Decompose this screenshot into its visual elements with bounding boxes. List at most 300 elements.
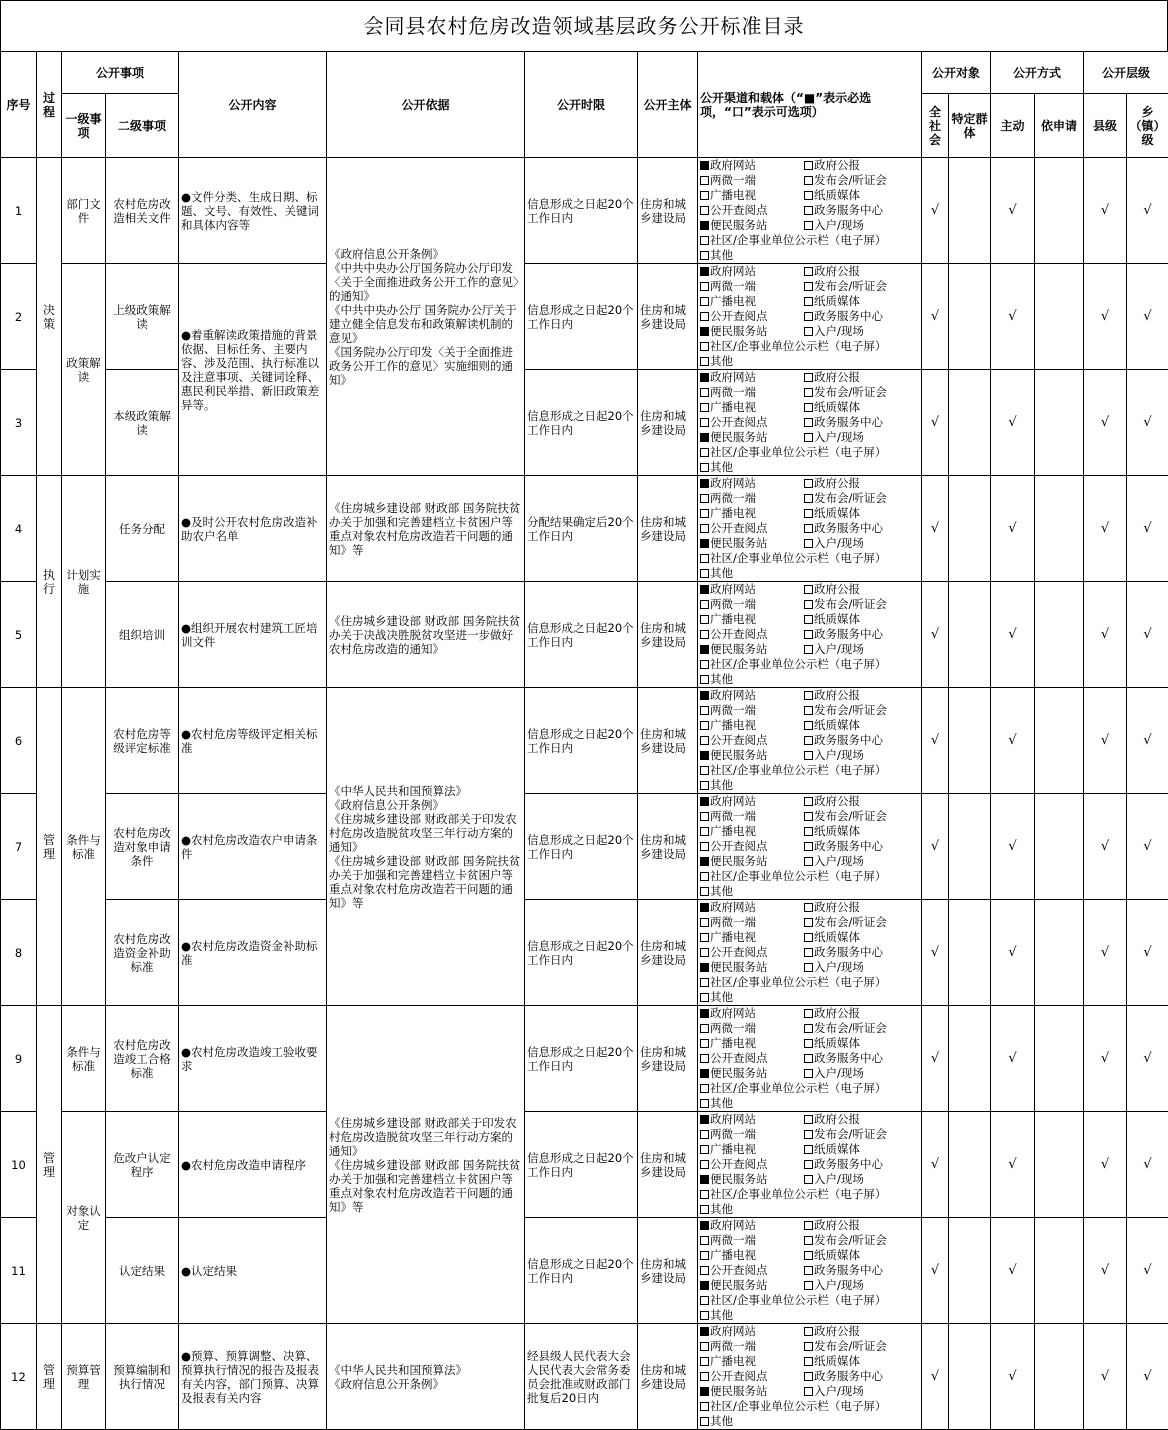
table-row	[1, 582, 1168, 688]
mark-apply	[1035, 794, 1084, 900]
channel-label: 两微一端	[710, 491, 756, 505]
mark-town: √	[1127, 900, 1168, 1006]
channel-option	[804, 1021, 919, 1036]
channel-label: 其他	[710, 566, 733, 580]
content-cell: ●农村危房改造农户申请条件	[179, 794, 327, 900]
table-row	[1, 1218, 1168, 1324]
channel-option	[804, 1051, 919, 1066]
empty-box-icon	[700, 509, 709, 518]
empty-box-icon	[700, 887, 709, 896]
channel-label: 发布会/听证会	[814, 703, 887, 717]
checked-box-icon	[700, 963, 709, 972]
channel-label: 政府公报	[814, 688, 860, 702]
channel-option	[700, 248, 919, 263]
table-row	[1, 1324, 1168, 1430]
content-cell: ●预算、预算调整、决算、预算执行情况的报告及报表有关内容，部门预算、决算及报表有关内容	[179, 1324, 327, 1430]
empty-box-icon	[804, 1160, 813, 1169]
empty-box-icon	[700, 706, 709, 715]
subject-cell: 住房和城乡建设局	[638, 582, 698, 688]
channel-option	[700, 1096, 919, 1111]
time-cell: 信息形成之日起20个工作日内	[525, 264, 638, 370]
checked-box-icon	[700, 221, 709, 230]
channel-cell	[698, 688, 922, 794]
empty-box-icon	[804, 221, 813, 230]
channel-option	[804, 1157, 919, 1172]
row-seq: 9	[1, 1006, 37, 1112]
mark-town: √	[1127, 1218, 1168, 1324]
level2-cell: 认定结果	[106, 1218, 179, 1324]
empty-box-icon	[804, 1387, 813, 1396]
channel-option	[700, 688, 804, 703]
channel-label: 公开查阅点	[710, 1369, 768, 1383]
mark-active: √	[991, 1006, 1035, 1112]
channel-label: 公开查阅点	[710, 945, 768, 959]
mark-town: √	[1127, 264, 1168, 370]
channel-option	[700, 763, 919, 778]
empty-box-icon	[700, 1084, 709, 1093]
channel-label: 社区/企事业单位公示栏（电子屏）	[710, 445, 886, 459]
content-cell: ●农村危房改造申请程序	[179, 1112, 327, 1218]
empty-box-icon	[700, 1054, 709, 1063]
empty-box-icon	[700, 660, 709, 669]
header-apply: 依申请	[1035, 94, 1084, 158]
mark-apply	[1035, 1324, 1084, 1430]
channel-label: 社区/企事业单位公示栏（电子屏）	[710, 763, 886, 777]
empty-box-icon	[804, 373, 813, 382]
channel-label: 便民服务站	[710, 430, 768, 444]
channel-option	[804, 218, 919, 233]
empty-box-icon	[700, 312, 709, 321]
channel-option	[700, 839, 804, 854]
empty-box-icon	[700, 1311, 709, 1320]
subject-cell: 住房和城乡建设局	[638, 1324, 698, 1430]
mark-town: √	[1127, 1112, 1168, 1218]
empty-box-icon	[700, 675, 709, 684]
channel-label: 两微一端	[710, 1339, 756, 1353]
mark-town: √	[1127, 1006, 1168, 1112]
channel-option	[700, 536, 804, 551]
table-row	[1, 688, 1168, 794]
empty-box-icon	[700, 554, 709, 563]
channel-label: 公开查阅点	[710, 627, 768, 641]
channel-option	[700, 445, 919, 460]
checked-box-icon	[700, 751, 709, 760]
channel-label: 两微一端	[710, 385, 756, 399]
empty-box-icon	[700, 1160, 709, 1169]
channel-label: 广播电视	[710, 506, 756, 520]
mark-town: √	[1127, 582, 1168, 688]
empty-box-icon	[700, 600, 709, 609]
empty-box-icon	[804, 433, 813, 442]
channel-label: 政府网站	[710, 476, 756, 490]
channel-label: 社区/企事业单位公示栏（电子屏）	[710, 975, 886, 989]
channel-label: 便民服务站	[710, 218, 768, 232]
level1-cell: 预算管理	[62, 1324, 106, 1430]
time-cell: 信息形成之日起20个工作日内	[525, 582, 638, 688]
channel-option	[700, 1112, 804, 1127]
channel-label: 政府网站	[710, 1218, 756, 1232]
header-all: 全社会	[922, 94, 949, 158]
empty-box-icon	[700, 388, 709, 397]
mark-county: √	[1084, 1112, 1127, 1218]
channel-label: 两微一端	[710, 809, 756, 823]
channel-list	[700, 1112, 919, 1217]
mark-county: √	[1084, 1218, 1127, 1324]
channel-option	[804, 1218, 919, 1233]
channel-option	[700, 582, 804, 597]
channel-label: 纸质媒体	[814, 188, 860, 202]
channel-option	[804, 900, 919, 915]
channel-option	[804, 506, 919, 521]
channel-option	[700, 597, 804, 612]
channel-label: 广播电视	[710, 188, 756, 202]
catalog-table	[0, 51, 1168, 1430]
empty-box-icon	[700, 1236, 709, 1245]
channel-option	[700, 218, 804, 233]
table-row	[1, 1006, 1168, 1112]
channel-label: 其他	[710, 1308, 733, 1322]
channel-label: 便民服务站	[710, 1384, 768, 1398]
mark-specific-group	[949, 1218, 991, 1324]
channel-option	[804, 824, 919, 839]
channel-label: 入户/现场	[814, 1066, 864, 1080]
mark-all-society: √	[922, 476, 949, 582]
empty-box-icon	[804, 736, 813, 745]
mark-active: √	[991, 1112, 1035, 1218]
header-county: 县级	[1084, 94, 1127, 158]
process-cell: 管理	[37, 1006, 62, 1324]
channel-label: 广播电视	[710, 930, 756, 944]
mark-specific-group	[949, 688, 991, 794]
mark-apply	[1035, 158, 1084, 264]
channel-option	[700, 945, 804, 960]
channel-option	[700, 188, 804, 203]
channel-label: 发布会/听证会	[814, 1127, 887, 1141]
channel-option	[700, 551, 919, 566]
empty-box-icon	[804, 1024, 813, 1033]
empty-box-icon	[700, 494, 709, 503]
empty-box-icon	[700, 1024, 709, 1033]
row-seq: 4	[1, 476, 37, 582]
channel-label: 入户/现场	[814, 1384, 864, 1398]
channel-label: 政务服务中心	[814, 203, 883, 217]
mark-apply	[1035, 1006, 1084, 1112]
mark-all-society: √	[922, 370, 949, 476]
channel-label: 公开查阅点	[710, 521, 768, 535]
empty-box-icon	[804, 403, 813, 412]
channel-option	[700, 294, 804, 309]
channel-option	[700, 1218, 804, 1233]
row-seq: 7	[1, 794, 37, 900]
empty-box-icon	[804, 161, 813, 170]
channel-label: 入户/现场	[814, 854, 864, 868]
mark-town: √	[1127, 794, 1168, 900]
mark-all-society: √	[922, 1218, 949, 1324]
time-cell: 信息形成之日起20个工作日内	[525, 1112, 638, 1218]
channel-option	[804, 1263, 919, 1278]
header-time: 公开时限	[525, 52, 638, 158]
channel-label: 纸质媒体	[814, 1142, 860, 1156]
checked-box-icon	[700, 1175, 709, 1184]
channel-option	[700, 324, 804, 339]
empty-box-icon	[804, 509, 813, 518]
empty-box-icon	[700, 1357, 709, 1366]
row-seq: 6	[1, 688, 37, 794]
empty-box-icon	[700, 948, 709, 957]
channel-label: 政府公报	[814, 900, 860, 914]
channel-option	[804, 809, 919, 824]
channel-label: 其他	[710, 1096, 733, 1110]
channel-label: 便民服务站	[710, 1278, 768, 1292]
channel-label: 政务服务中心	[814, 733, 883, 747]
empty-box-icon	[804, 539, 813, 548]
header-basis: 公开依据	[327, 52, 525, 158]
empty-box-icon	[804, 388, 813, 397]
mark-specific-group	[949, 1112, 991, 1218]
empty-box-icon	[804, 1372, 813, 1381]
content-cell: ●认定结果	[179, 1218, 327, 1324]
channel-option	[804, 1324, 919, 1339]
empty-box-icon	[700, 978, 709, 987]
empty-box-icon	[700, 524, 709, 533]
channel-label: 社区/企事业单位公示栏（电子屏）	[710, 657, 886, 671]
empty-box-icon	[804, 267, 813, 276]
channel-option	[700, 930, 804, 945]
table-row	[1, 794, 1168, 900]
channel-label: 政府网站	[710, 900, 756, 914]
time-cell: 经县级人民代表大会人民代表大会常务委员会批准或财政部门批复后20日内	[525, 1324, 638, 1430]
channel-option	[700, 506, 804, 521]
row-seq: 8	[1, 900, 37, 1006]
channel-option	[700, 718, 804, 733]
empty-box-icon	[804, 933, 813, 942]
channel-label: 两微一端	[710, 1127, 756, 1141]
channel-option	[700, 1414, 919, 1429]
empty-box-icon	[804, 1266, 813, 1275]
channel-option	[700, 869, 919, 884]
time-cell: 信息形成之日起20个工作日内	[525, 1006, 638, 1112]
content-cell: ●着重解读政策措施的背景依据、目标任务、主要内容、涉及范围、执行标准以及注意事项、关键词诠释、惠民利民举措、新旧政策差异等。	[179, 264, 327, 476]
empty-box-icon	[804, 1281, 813, 1290]
channel-option	[700, 1081, 919, 1096]
empty-box-icon	[804, 418, 813, 427]
channel-label: 入户/现场	[814, 642, 864, 656]
channel-label: 政府网站	[710, 158, 756, 172]
channel-label: 政务服务中心	[814, 945, 883, 959]
channel-option	[700, 778, 919, 793]
channel-list	[700, 582, 919, 687]
empty-box-icon	[804, 645, 813, 654]
empty-box-icon	[700, 1342, 709, 1351]
channel-option	[700, 960, 804, 975]
channel-label: 发布会/听证会	[814, 1233, 887, 1247]
channel-option	[700, 1187, 919, 1202]
level2-cell: 农村危房改造对象申请条件	[106, 794, 179, 900]
mark-county: √	[1084, 794, 1127, 900]
channel-option	[700, 884, 919, 899]
channel-label: 纸质媒体	[814, 1248, 860, 1262]
header-seq: 序号	[1, 52, 37, 158]
basis-cell: 《中华人民共和国预算法》 《政府信息公开条例》	[327, 1324, 525, 1430]
channel-option	[804, 1339, 919, 1354]
mark-apply	[1035, 582, 1084, 688]
header-level2: 二级事项	[106, 94, 179, 158]
header-level: 公开层级	[1084, 52, 1168, 94]
mark-all-society: √	[922, 1006, 949, 1112]
channel-option	[700, 203, 804, 218]
time-cell: 信息形成之日起20个工作日内	[525, 900, 638, 1006]
channel-option	[700, 1066, 804, 1081]
channel-option	[804, 854, 919, 869]
mark-apply	[1035, 370, 1084, 476]
channel-label: 政府公报	[814, 794, 860, 808]
channel-label: 社区/企事业单位公示栏（电子屏）	[710, 1081, 886, 1095]
subject-cell: 住房和城乡建设局	[638, 158, 698, 264]
channel-option	[700, 339, 919, 354]
channel-label: 发布会/听证会	[814, 915, 887, 929]
mark-specific-group	[949, 158, 991, 264]
channel-cell	[698, 158, 922, 264]
channel-label: 发布会/听证会	[814, 385, 887, 399]
channel-label: 公开查阅点	[710, 1263, 768, 1277]
channel-label: 政务服务中心	[814, 415, 883, 429]
empty-box-icon	[804, 1251, 813, 1260]
mark-active: √	[991, 1218, 1035, 1324]
channel-list	[700, 264, 919, 369]
empty-box-icon	[804, 1069, 813, 1078]
empty-box-icon	[804, 282, 813, 291]
header-process: 过程	[37, 52, 62, 158]
channel-label: 政府网站	[710, 1006, 756, 1020]
checked-box-icon	[700, 1327, 709, 1336]
channel-label: 社区/企事业单位公示栏（电子屏）	[710, 233, 886, 247]
empty-box-icon	[804, 842, 813, 851]
channel-option	[700, 415, 804, 430]
channel-label: 入户/现场	[814, 218, 864, 232]
channel-label: 纸质媒体	[814, 400, 860, 414]
channel-cell	[698, 794, 922, 900]
channel-option	[700, 1248, 804, 1263]
channel-option	[804, 173, 919, 188]
channel-option	[700, 733, 804, 748]
mark-all-society: √	[922, 1112, 949, 1218]
header-subject: 公开主体	[638, 52, 698, 158]
empty-box-icon	[804, 524, 813, 533]
header-specific: 特定群体	[949, 94, 991, 158]
empty-box-icon	[700, 206, 709, 215]
basis-cell: 《中华人民共和国预算法》 《政府信息公开条例》 《住房城乡建设部 财政部关于印发农村危房改造脱贫攻坚三年行动方案的通知》 《住房城乡建设部 财政部 国务院扶贫办关于加强和完善建档立卡贫困户等重点对象农村危房改造若干问题的通知》等	[327, 688, 525, 1006]
channel-option	[700, 566, 919, 581]
channel-label: 两微一端	[710, 915, 756, 929]
channel-label: 政务服务中心	[814, 839, 883, 853]
channel-option	[804, 324, 919, 339]
channel-label: 便民服务站	[710, 536, 768, 550]
empty-box-icon	[804, 1115, 813, 1124]
row-seq: 2	[1, 264, 37, 370]
checked-box-icon	[700, 645, 709, 654]
empty-box-icon	[700, 615, 709, 624]
empty-box-icon	[700, 1417, 709, 1426]
channel-cell	[698, 1006, 922, 1112]
channel-label: 广播电视	[710, 1036, 756, 1050]
header-town: 乡（镇）级	[1127, 94, 1168, 158]
channel-option	[700, 1263, 804, 1278]
channel-label: 纸质媒体	[814, 824, 860, 838]
channel-cell	[698, 1112, 922, 1218]
channel-label: 便民服务站	[710, 1172, 768, 1186]
channel-label: 发布会/听证会	[814, 1021, 887, 1035]
channel-option	[700, 642, 804, 657]
channel-label: 发布会/听证会	[814, 809, 887, 823]
channel-option	[700, 854, 804, 869]
channel-option	[700, 1308, 919, 1323]
empty-box-icon	[804, 1145, 813, 1154]
empty-box-icon	[700, 297, 709, 306]
empty-box-icon	[804, 191, 813, 200]
row-seq: 5	[1, 582, 37, 688]
channel-option	[804, 294, 919, 309]
empty-box-icon	[700, 251, 709, 260]
empty-box-icon	[700, 1266, 709, 1275]
channel-label: 入户/现场	[814, 748, 864, 762]
empty-box-icon	[804, 948, 813, 957]
channel-option	[804, 1127, 919, 1142]
basis-cell: 《政府信息公开条例》 《中共中央办公厅国务院办公厅印发〈关于全面推进政务公开工作的意见〉的通知》 《中共中央办公厅 国务院办公厅关于建立健全信息发布和政策解读机制的意见》 《国务院办公厅印发〈关于全面推进政务公开工作的意见〉实施细则的通知》	[327, 158, 525, 476]
mark-apply	[1035, 688, 1084, 794]
checked-box-icon	[700, 1009, 709, 1018]
channel-label: 广播电视	[710, 718, 756, 732]
channel-option	[804, 1112, 919, 1127]
table-row	[1, 370, 1168, 476]
empty-box-icon	[804, 176, 813, 185]
level2-cell: 上级政策解读	[106, 264, 179, 370]
row-seq: 10	[1, 1112, 37, 1218]
channel-option	[700, 1157, 804, 1172]
channel-label: 政府网站	[710, 264, 756, 278]
channel-cell	[698, 370, 922, 476]
basis-cell: 《住房城乡建设部 财政部 国务院扶贫办关于加强和完善建档立卡贫困户等重点对象农村危房改造若干问题的通知》等	[327, 476, 525, 582]
channel-label: 公开查阅点	[710, 1157, 768, 1171]
table-row	[1, 264, 1168, 370]
channel-option	[804, 188, 919, 203]
channel-label: 入户/现场	[814, 1278, 864, 1292]
channel-label: 其他	[710, 672, 733, 686]
empty-box-icon	[700, 812, 709, 821]
channel-label: 政府公报	[814, 1324, 860, 1338]
mark-apply	[1035, 1112, 1084, 1218]
channel-label: 政务服务中心	[814, 521, 883, 535]
channel-label: 政府网站	[710, 1324, 756, 1338]
subject-cell: 住房和城乡建设局	[638, 794, 698, 900]
channel-label: 公开查阅点	[710, 839, 768, 853]
channel-label: 入户/现场	[814, 960, 864, 974]
level1-cell: 部门文件	[62, 158, 106, 264]
channel-label: 纸质媒体	[814, 718, 860, 732]
level2-cell: 组织培训	[106, 582, 179, 688]
channel-label: 纸质媒体	[814, 612, 860, 626]
checked-box-icon	[700, 433, 709, 442]
empty-box-icon	[700, 993, 709, 1002]
level1-cell: 计划实施	[62, 476, 106, 688]
channel-option	[700, 173, 804, 188]
channel-label: 纸质媒体	[814, 506, 860, 520]
channel-option	[804, 915, 919, 930]
channel-option	[804, 400, 919, 415]
channel-label: 便民服务站	[710, 1066, 768, 1080]
empty-box-icon	[804, 615, 813, 624]
channel-label: 政务服务中心	[814, 627, 883, 641]
mark-county: √	[1084, 264, 1127, 370]
